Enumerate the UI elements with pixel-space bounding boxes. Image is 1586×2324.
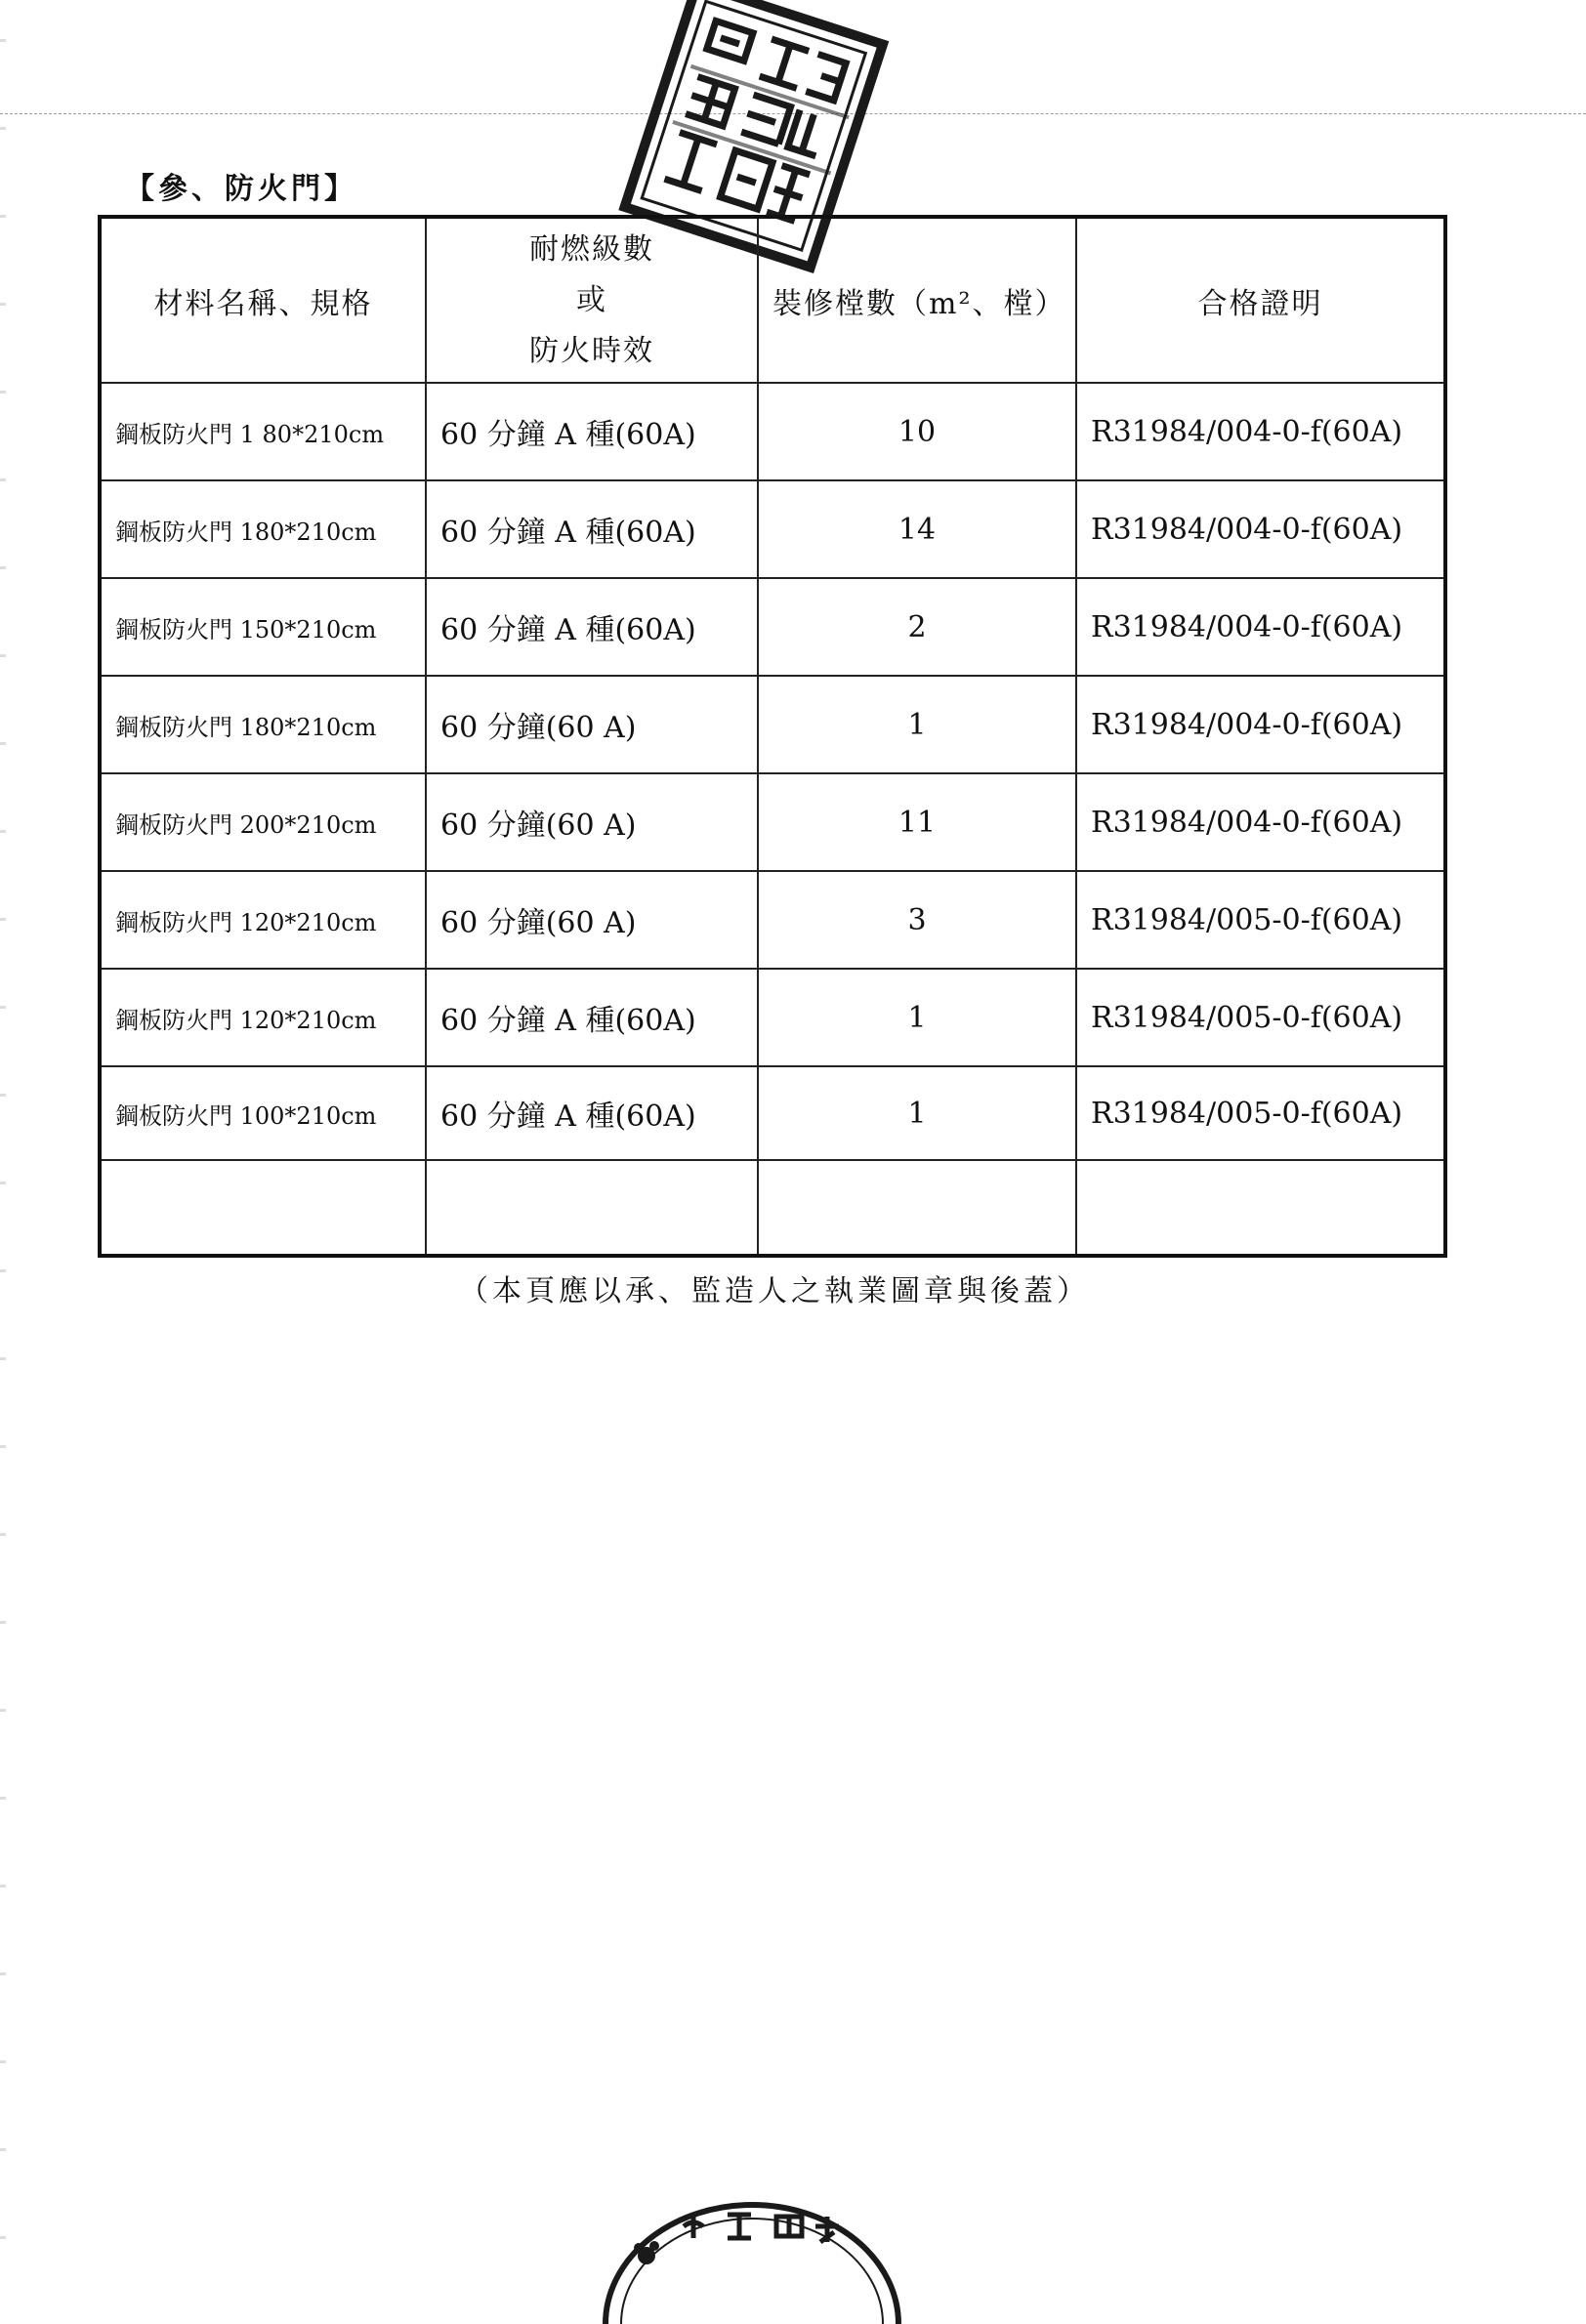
cell-quantity: 1 (758, 1066, 1076, 1160)
cell-quantity: 1 (758, 676, 1076, 773)
cell-quantity: 11 (758, 773, 1076, 871)
scan-edge-marks (0, 0, 6, 2254)
empty-cell (1076, 1160, 1445, 1256)
cell-fire-rating: 60 分鐘(60 A) (426, 871, 758, 969)
table-row (100, 578, 1445, 676)
table-row (100, 773, 1445, 871)
table-row (100, 1066, 1445, 1160)
cell-material-name: 鋼板防火門 100*210cm (100, 1066, 426, 1160)
cell-material-name: 鋼板防火門 1 80*210cm (100, 383, 426, 480)
cell-fire-rating: 60 分鐘(60 A) (426, 676, 758, 773)
table-row (100, 969, 1445, 1066)
table-row-empty (100, 1160, 1445, 1256)
cell-material-name: 鋼板防火門 120*210cm (100, 871, 426, 969)
cell-certificate: R31984/004-0-f(60A) (1076, 676, 1445, 773)
header-fire-rating-line: 耐燃級數 (529, 231, 654, 267)
cell-certificate: R31984/004-0-f(60A) (1076, 383, 1445, 480)
cell-fire-rating: 60 分鐘(60 A) (426, 773, 758, 871)
header-fire-rating (426, 217, 758, 383)
cell-material-name: 鋼板防火門 150*210cm (100, 578, 426, 676)
cell-certificate: R31984/004-0-f(60A) (1076, 578, 1445, 676)
cell-certificate: R31984/005-0-f(60A) (1076, 969, 1445, 1066)
cell-fire-rating: 60 分鐘 A 種(60A) (426, 969, 758, 1066)
header-quantity: 裝修樘數（m²、樘） (758, 217, 1076, 383)
cell-fire-rating: 60 分鐘 A 種(60A) (426, 383, 758, 480)
header-fire-rating-line: 或 (576, 282, 607, 317)
cell-quantity: 1 (758, 969, 1076, 1066)
cell-quantity: 14 (758, 480, 1076, 578)
cell-material-name: 鋼板防火門 180*210cm (100, 676, 426, 773)
header-certificate: 合格證明 (1076, 217, 1445, 383)
cell-certificate: R31984/005-0-f(60A) (1076, 871, 1445, 969)
empty-cell (100, 1160, 426, 1256)
section-title: 【參、防火門】 (125, 172, 357, 206)
empty-cell (758, 1160, 1076, 1256)
cell-fire-rating: 60 分鐘 A 種(60A) (426, 480, 758, 578)
header-fire-rating-line: 防火時效 (529, 333, 654, 368)
cell-fire-rating: 60 分鐘 A 種(60A) (426, 578, 758, 676)
table-row (100, 480, 1445, 578)
header-material-name: 材料名稱、規格 (100, 217, 426, 383)
cell-fire-rating: 60 分鐘 A 種(60A) (426, 1066, 758, 1160)
cell-certificate: R31984/004-0-f(60A) (1076, 480, 1445, 578)
cell-quantity: 2 (758, 578, 1076, 676)
fire-door-table (98, 215, 1447, 1258)
cell-material-name: 鋼板防火門 120*210cm (100, 969, 426, 1066)
footnote: （本頁應以承、監造人之執業圖章與後蓋） (459, 1274, 1090, 1308)
table-row (100, 383, 1445, 480)
table-header-row (100, 217, 1445, 383)
table-row (100, 871, 1445, 969)
empty-cell (426, 1160, 758, 1256)
cell-certificate: R31984/004-0-f(60A) (1076, 773, 1445, 871)
cell-material-name: 鋼板防火門 180*210cm (100, 480, 426, 578)
cell-quantity: 3 (758, 871, 1076, 969)
table-row (100, 676, 1445, 773)
cell-material-name: 鋼板防火門 200*210cm (100, 773, 426, 871)
cell-quantity: 10 (758, 383, 1076, 480)
cell-certificate: R31984/005-0-f(60A) (1076, 1066, 1445, 1160)
contractor-seal-stamp (586, 2187, 918, 2324)
